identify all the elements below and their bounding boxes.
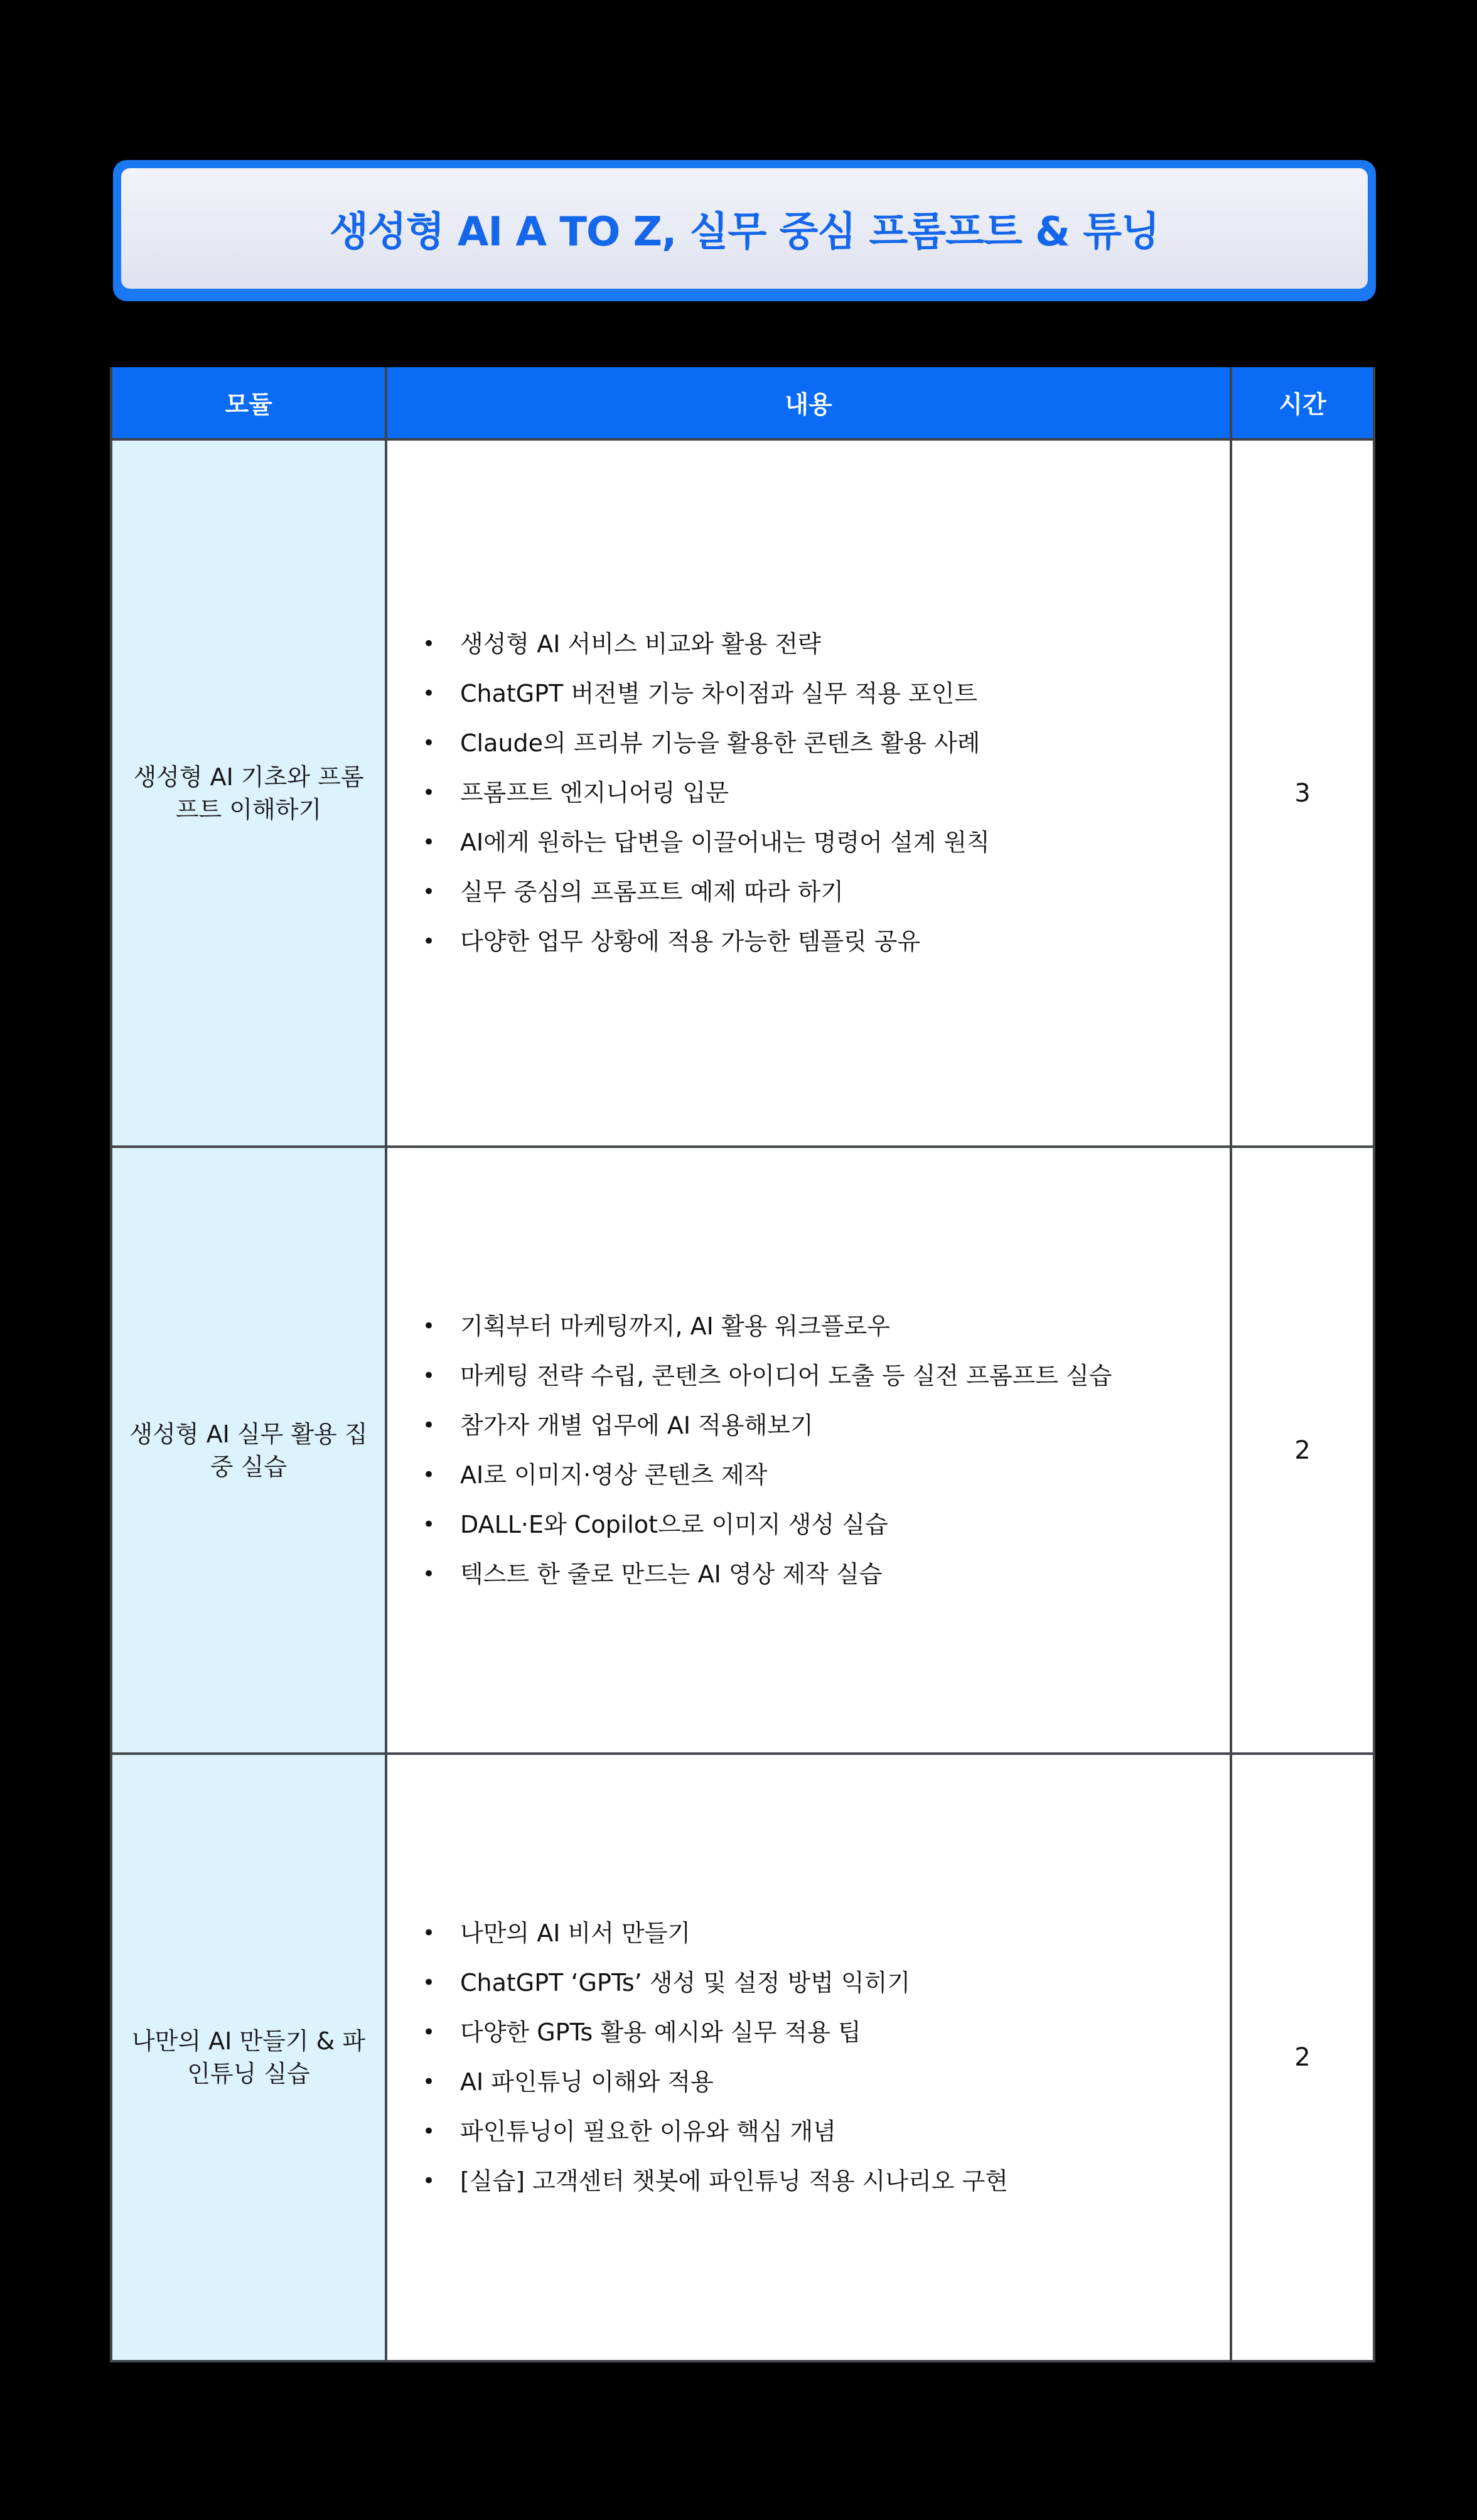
module-cell: 생성형 AI 기초와 프롬프트 이해하기 [111, 439, 386, 1147]
content-cell [386, 439, 1231, 1147]
list-item [422, 917, 1230, 967]
list-item-text: 텍스트 한 줄로 만드는 AI 영상 제작 실습 [460, 1560, 883, 1588]
list-item-text: 생성형 AI 서비스 비교와 활용 전략 [460, 630, 821, 658]
bullet-icon: • [422, 1363, 436, 1388]
hours-cell: 2 [1231, 1147, 1374, 1754]
list-item [422, 1302, 1230, 1351]
course-title: 생성형 AI A TO Z, 실무 중심 프롬프트 & 튜닝 [330, 209, 1159, 255]
hours-cell: 3 [1231, 439, 1374, 1147]
bullet-icon: • [422, 731, 436, 756]
list-item [422, 2008, 1230, 2057]
hours-cell: 2 [1231, 1754, 1374, 2361]
column-header-module: 모듈 [111, 367, 386, 439]
bullet-icon: • [422, 2069, 436, 2094]
bullet-icon: • [422, 1462, 436, 1488]
table-row [111, 1754, 1374, 2361]
list-item [422, 719, 1230, 768]
list-item-text: 기획부터 마케팅까지, AI 활용 워크플로우 [460, 1312, 890, 1340]
list-item [422, 669, 1230, 719]
curriculum-table [110, 367, 1375, 2362]
bullet-icon: • [422, 681, 436, 706]
list-item-text: 나만의 AI 비서 만들기 [460, 1919, 691, 1947]
bullet-icon: • [422, 1921, 436, 1946]
bullet-icon: • [422, 1412, 436, 1438]
course-title-panel [121, 168, 1368, 289]
module-cell: 나만의 AI 만들기 & 파인튜닝 실습 [111, 1754, 386, 2361]
bullet-icon: • [422, 830, 436, 855]
list-item-text: 실무 중심의 프롬프트 예제 따라 하기 [460, 878, 844, 906]
list-item-text: 다양한 GPTs 활용 예시와 실무 적용 팁 [460, 2019, 861, 2046]
bullet-icon: • [422, 1970, 436, 1995]
content-list [387, 1302, 1230, 1599]
bullet-icon: • [422, 780, 436, 805]
column-header-hours: 시간 [1231, 367, 1374, 439]
list-item-text: 프롬프트 엔지니어링 입문 [460, 779, 729, 807]
list-item-text: AI에게 원하는 답변을 이끌어내는 명령어 설계 원칙 [460, 828, 990, 856]
content-list [387, 619, 1230, 967]
list-item-text: 참가자 개별 업무에 AI 적용해보기 [460, 1411, 814, 1439]
list-item-text: 다양한 업무 상황에 적용 가능한 템플릿 공유 [460, 928, 921, 955]
bullet-icon: • [422, 2119, 436, 2144]
content-cell [386, 1754, 1231, 2361]
list-item-text: AI 파인튜닝 이해와 적용 [460, 2068, 714, 2096]
bullet-icon: • [422, 631, 436, 657]
list-item [422, 1500, 1230, 1550]
list-item-text: ChatGPT ‘GPTs’ 생성 및 설정 방법 익히기 [460, 1969, 911, 1997]
bullet-icon: • [422, 929, 436, 954]
bullet-icon: • [422, 2169, 436, 2194]
list-item-text: AI로 이미지·영상 콘텐츠 제작 [460, 1461, 768, 1489]
list-item [422, 1550, 1230, 1599]
list-item [422, 768, 1230, 818]
list-item-text: [실습] 고객센터 챗봇에 파인튜닝 적용 시나리오 구현 [460, 2167, 1008, 2195]
list-item [422, 619, 1230, 669]
bullet-icon: • [422, 1313, 436, 1339]
table-row [111, 439, 1374, 1147]
list-item [422, 1401, 1230, 1450]
list-item [422, 818, 1230, 867]
list-item-text: ChatGPT 버전별 기능 차이점과 실무 적용 포인트 [460, 680, 978, 707]
list-item [422, 2107, 1230, 2157]
bullet-icon: • [422, 2020, 436, 2045]
list-item-text: 마케팅 전략 수립, 콘텐츠 아이디어 도출 등 실전 프롬프트 실습 [460, 1361, 1112, 1390]
list-item [422, 1450, 1230, 1500]
list-item-text: 파인튜닝이 필요한 이유와 핵심 개념 [460, 2118, 836, 2145]
bullet-icon: • [422, 1511, 436, 1537]
bullet-icon: • [422, 879, 436, 904]
list-item [422, 1958, 1230, 2008]
list-item [422, 867, 1230, 917]
table-header-row [111, 367, 1374, 439]
content-cell [386, 1147, 1231, 1754]
bullet-icon: • [422, 1561, 436, 1587]
column-header-content: 내용 [386, 367, 1231, 439]
list-item [422, 1351, 1230, 1401]
module-cell: 생성형 AI 실무 활용 집중 실습 [111, 1147, 386, 1754]
list-item-text: Claude의 프리뷰 기능을 활용한 콘텐츠 활용 사례 [460, 729, 980, 757]
list-item [422, 1909, 1230, 1958]
table-row [111, 1147, 1374, 1754]
list-item [422, 2157, 1230, 2206]
list-item [422, 2057, 1230, 2107]
course-title-banner [113, 160, 1376, 301]
content-list [387, 1909, 1230, 2206]
list-item-text: DALL·E와 Copilot으로 이미지 생성 실습 [460, 1510, 888, 1538]
